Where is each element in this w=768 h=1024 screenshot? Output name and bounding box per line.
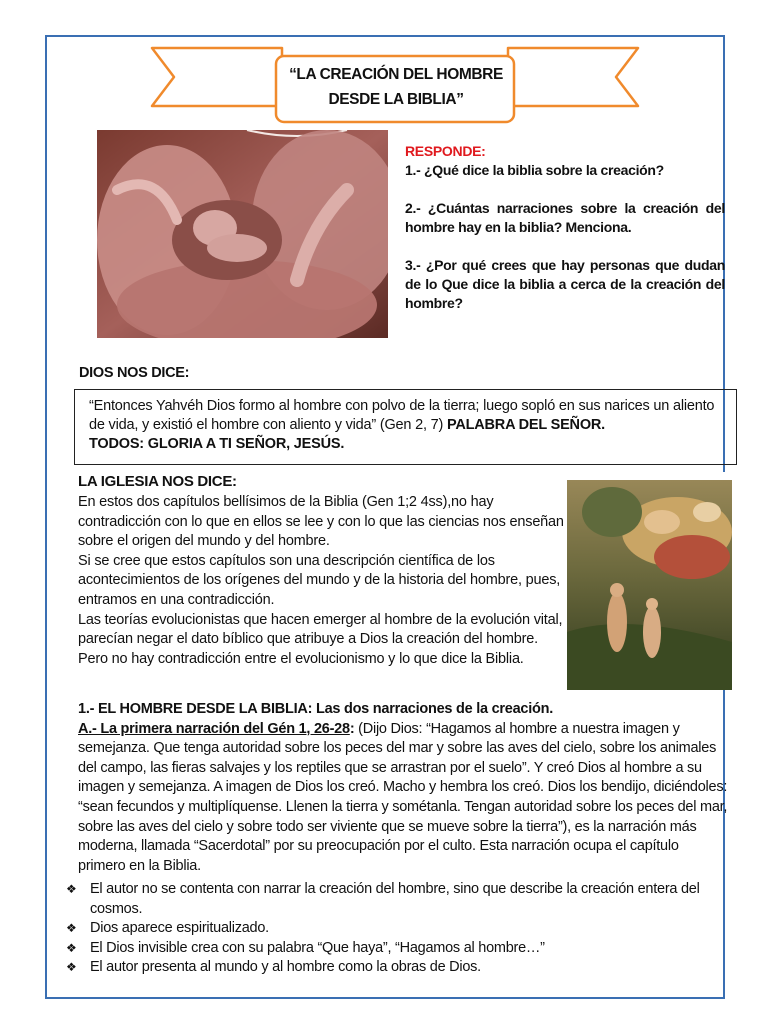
first-narration-title: A.- La primera narración del Gén 1, 26-28 [78, 720, 350, 737]
iglesia-text [78, 493, 564, 669]
creation-of-adam-painting [567, 472, 732, 690]
title-line-2: DESDE LA BIBLIA” [328, 91, 464, 108]
section-1-body [78, 720, 728, 877]
iglesia-paragraph-2: Si se cree que estos capítulos son una descripción científica de los acontecimientos de los orígenes del mundo y de la historia del hombre, pues, entramos en una contradicción. [78, 552, 561, 608]
diamond-bullet-icon: ❖ [66, 940, 77, 955]
scripture-quote-box [74, 389, 737, 465]
dios-heading: DIOS NOS DICE: [79, 365, 190, 381]
list-item [66, 880, 726, 919]
list-item [66, 939, 726, 959]
bullet-list [66, 880, 726, 978]
diamond-bullet-icon: ❖ [66, 882, 77, 896]
list-item [66, 958, 726, 978]
iglesia-paragraph-1: En estos dos capítulos bellísimos de la Biblia (Gen 1;2 4ss),no hay contradicción con lo que en ellos se lee y con lo que las ciencias nos enseñan sobre el origen del mundo y del hombre. [78, 494, 564, 550]
bullet-text: El autor no se contenta con narrar la creación del hombre, sino que describe la creación entera del cosmos. [90, 881, 700, 917]
first-narration-colon: : [349, 720, 355, 737]
scripture-quote: “Entonces Yahvéh Dios formo al hombre con polvo de la tierra; luego sopló en sus narices un aliento de vida, y existió el hombre con aliento y vida” (Gen 2, 7) [89, 398, 715, 433]
diamond-bullet-icon: ❖ [66, 960, 77, 975]
section-1-heading: 1.- EL HOMBRE DESDE LA BIBLIA: Las dos narraciones de la creación. [78, 701, 554, 717]
question-3: 3.- ¿Por qué crees que hay personas que dudan de lo Que dice la biblia a cerca de la creación del hombre? [405, 257, 725, 311]
palabra-del-senor: PALABRA DEL SEÑOR. [446, 417, 605, 433]
question-1: 1.- ¿Qué dice la biblia sobre la creación? [405, 162, 664, 178]
list-item [66, 919, 726, 939]
iglesia-paragraph-3: Las teorías evolucionistas que hacen emerger al hombre de la evolución vital, parecían negar el dato bíblico que atribuye a Dios la creación del hombre. Pero no hay contradicción entre el evolucionismo y lo que dice la Biblia. [78, 611, 563, 667]
bullet-text: El autor presenta al mundo y al hombre como la obras de Dios. [90, 959, 481, 976]
bullet-text: Dios aparece espiritualizado. [90, 920, 269, 937]
section-hombre-biblia [78, 700, 728, 876]
bullet-text: El Dios invisible crea con su palabra “Que haya”, “Hagamos al hombre…” [90, 939, 545, 956]
responde-heading: RESPONDE: [405, 143, 486, 159]
hands-holding-baby-image [97, 130, 388, 338]
iglesia-heading: LA IGLESIA NOS DICE: [78, 473, 237, 490]
title-line-1: “LA CREACIÓN DEL HOMBRE [289, 66, 503, 83]
responde-section [405, 142, 725, 313]
diamond-bullet-icon: ❖ [66, 921, 77, 936]
document-title [278, 62, 514, 112]
first-narration-text: (Dijo Dios: “Hagamos al hombre a nuestra imagen y semejanza. Que tenga autoridad sobre los peces del mar y sobre las aves del cielo, sobre los animales del campo, las fieras salvajes y los reptiles que se arrastran por el suelo”. Y creó Dios al hombre a su imagen y semejanza. A imagen de Dios los creó. Macho y hembra los creó. Dios los bendijo, diciéndoles: “sean fecundos y multiplíquense. Llenen la tierra y sométanla. Tengan autoridad sobre los peces del mar, sobre las aves del cielo y sobre todo ser viviente que se mueve sobre la tierra”), es la narración más moderna, llamada “Sacerdotal” por su preocupación por el culto. Esta narración ocupa el capítulo primero en la Biblia. [78, 720, 728, 874]
people-response: TODOS: GLORIA A TI SEÑOR, JESÚS. [89, 436, 345, 452]
question-2: 2.- ¿Cuántas narraciones sobre la creación del hombre hay en la biblia? Menciona. [405, 200, 725, 235]
